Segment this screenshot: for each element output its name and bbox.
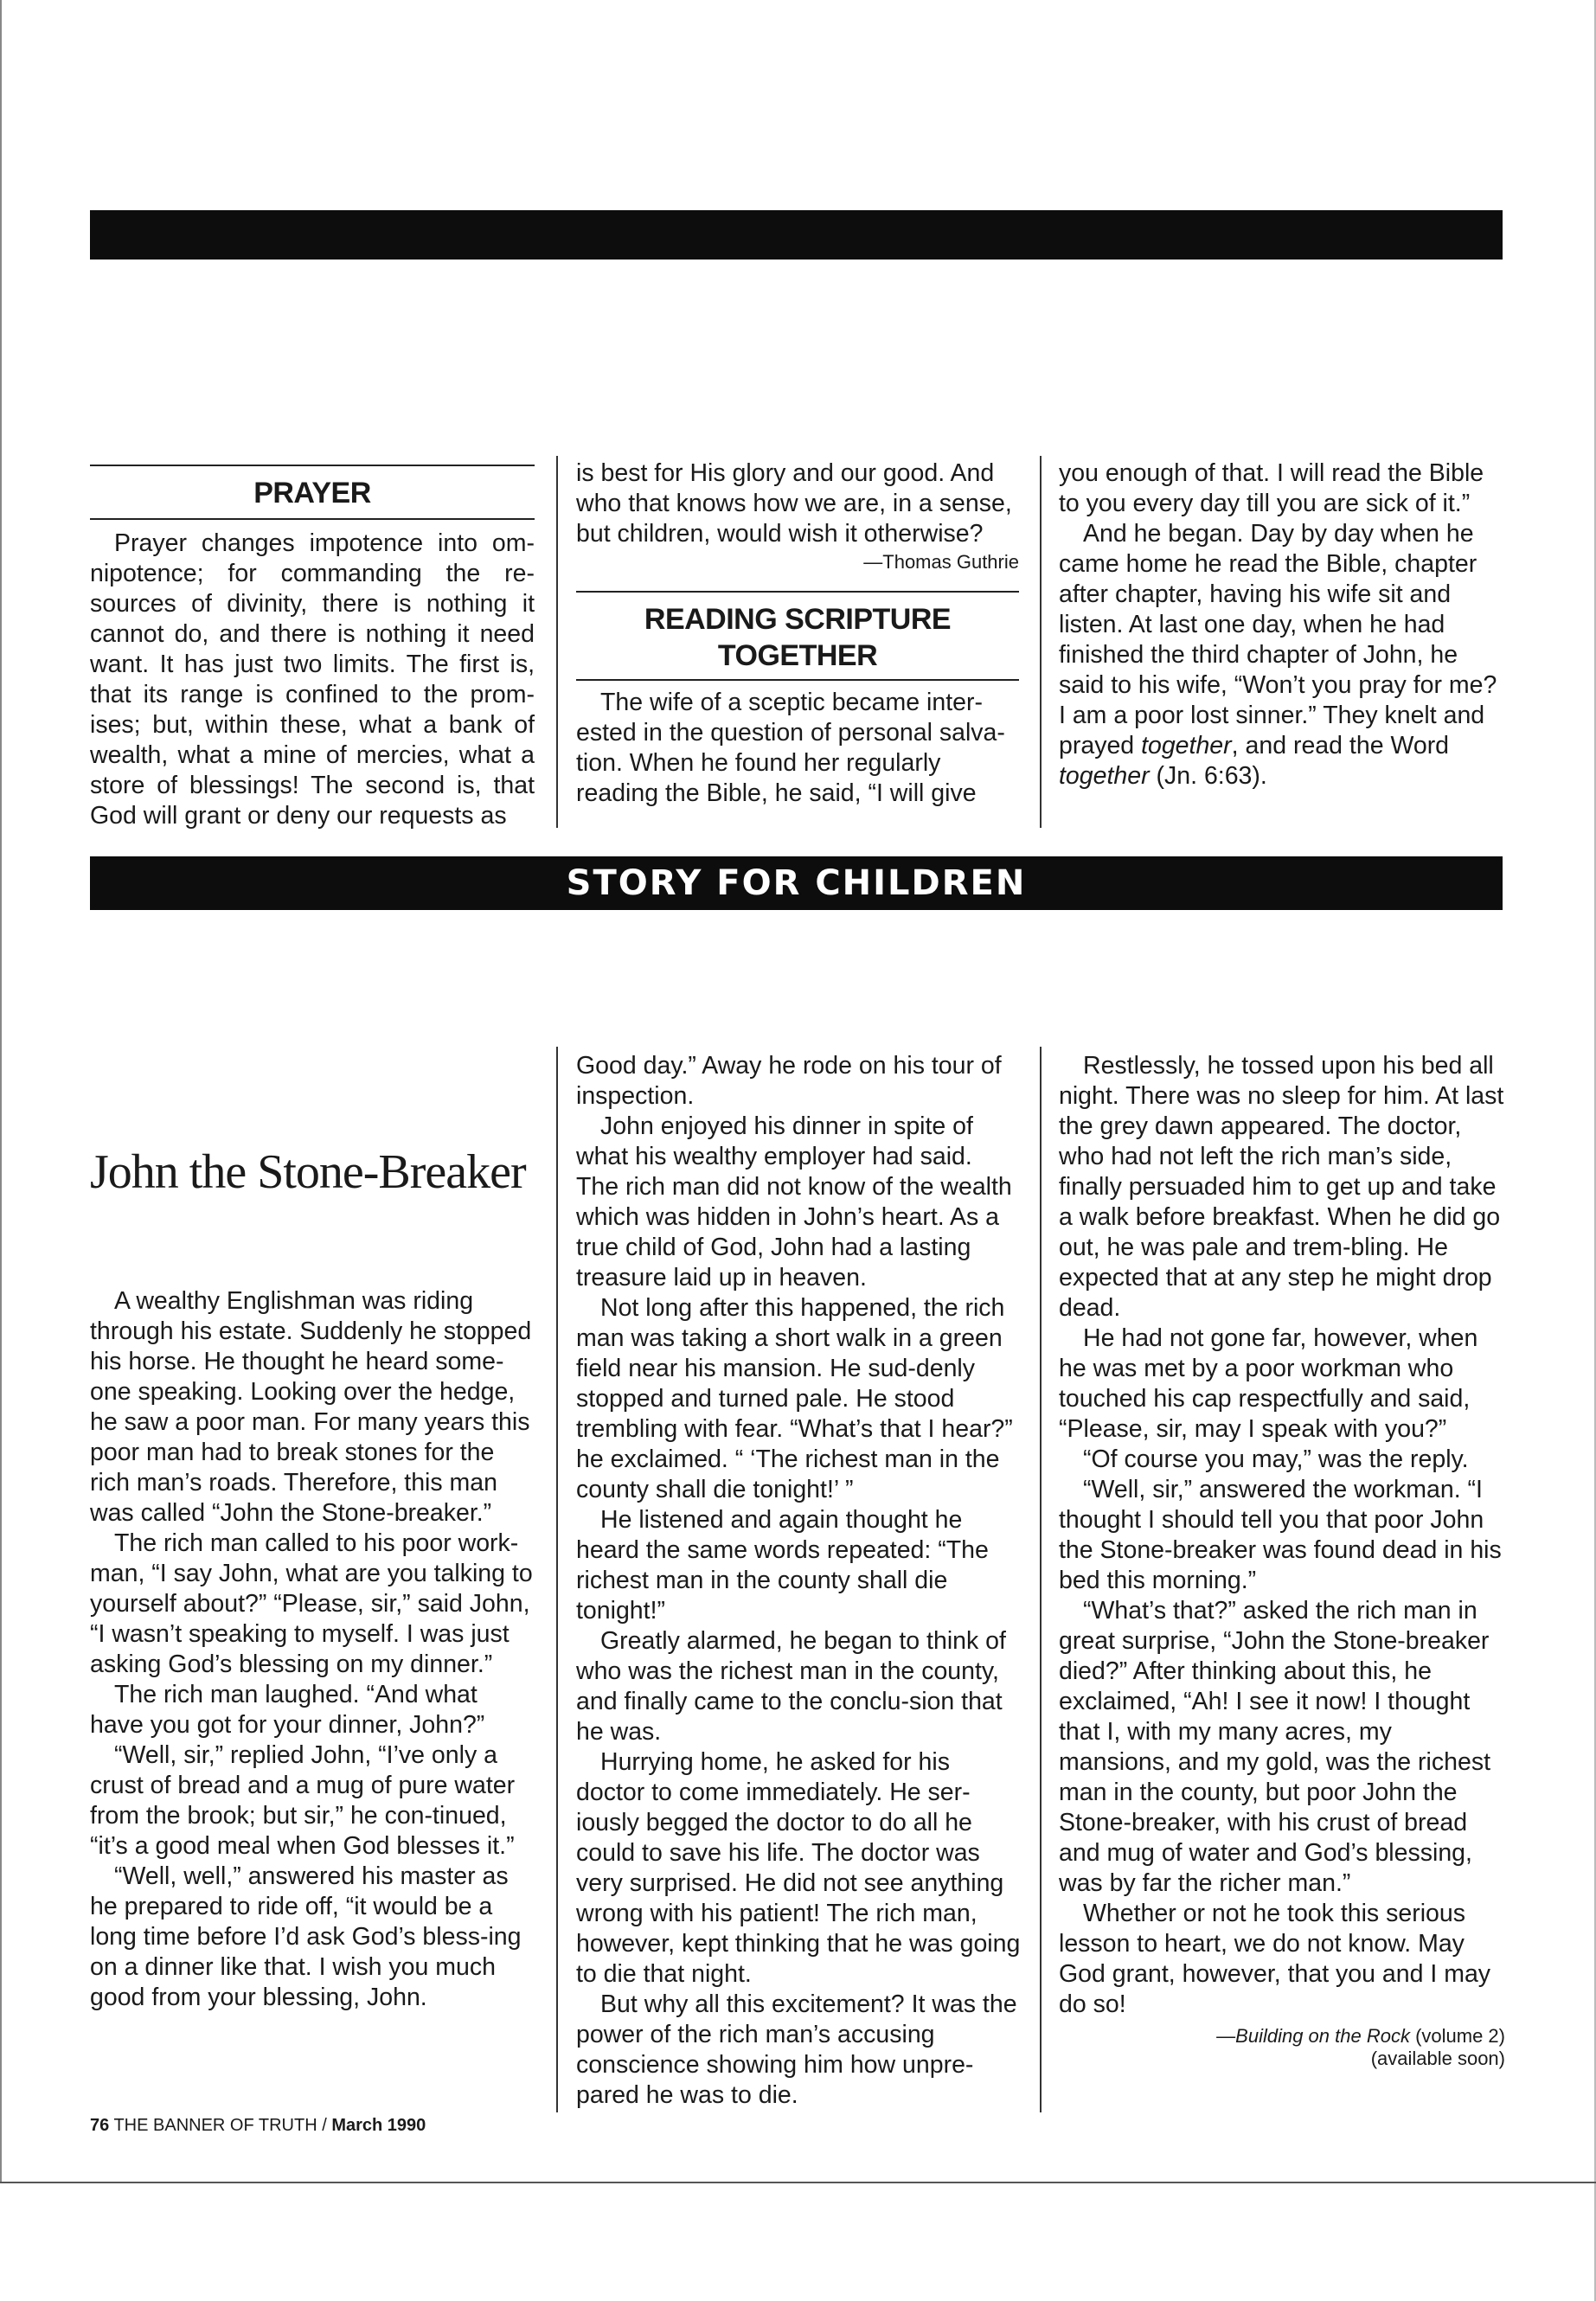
story-col2-paragraph: Greatly alarmed, he began to think of who was the richest man in the county, and finally came to the conclu-sion that he was. <box>576 1627 1006 1746</box>
prayer-top-rule <box>90 465 535 466</box>
reading-text <box>576 688 1019 809</box>
story-col3-paragraph: Restlessly, he tossed upon his bed all night. There was no sleep for him. At last the grey dawn appeared. The doctor, who had not left the rich man’s side, finally persuaded him to get up and take a walk before breakfast. When he did go out, he was pale and trem-bling. He expected that at any step he might drop dead. <box>1059 1052 1504 1322</box>
reading-heading-line-1: READING SCRIPTURE <box>644 603 952 636</box>
prayer-text <box>90 529 535 831</box>
story-col1-body <box>90 1286 535 2013</box>
story-col3-paragraph: “Well, sir,” answered the workman. “I thought I should tell you that poor John the Stone-breaker was found dead in his bed this morning.” <box>1059 1476 1502 1594</box>
story-col1-paragraph: The rich man laughed. “And what have you got for your dinner, John?” <box>90 1681 485 1739</box>
reading-p2-emphasis-2: together <box>1059 762 1150 790</box>
column-divider-story-2 <box>1040 1047 1042 2112</box>
story-col3-paragraph: “Of course you may,” was the reply. <box>1083 1445 1469 1473</box>
page-left-edge <box>0 0 2 2182</box>
reading-continued-text <box>1059 458 1503 792</box>
story-col2-paragraph: Not long after this happened, the rich man was taking a short walk in a green field near his mansion. He sud-denly stopped and turned pale. He stood trembling with fear. “What’s that I hear?” he exclaimed. “ ‘The richest man in the county shall die tonight!’ ” <box>576 1294 1013 1503</box>
prayer-paragraph-2: is best for His glory and our good. And who that knows how we are, in a sense, but children, would wish it otherwise? <box>576 459 1012 548</box>
column-divider-story-1 <box>556 1047 558 2112</box>
story-source-volume: (volume 2) <box>1409 2025 1505 2047</box>
story-col1-paragraph: The rich man called to his poor work-man, “I say John, what are you talking to yourself about?” “Please, sir,” said John, “I wasn’t speaking to myself. I was just asking God’s blessing on my dinner.” <box>90 1529 533 1678</box>
story-column-3 <box>1059 1051 1505 2070</box>
story-col3-body <box>1059 1051 1505 2020</box>
story-for-children-title: STORY FOR CHILDREN <box>566 863 1027 903</box>
prayer-continued-text <box>576 458 1019 549</box>
page-footer <box>90 2116 426 2136</box>
reading-bottom-rule <box>576 679 1019 681</box>
top-black-bar <box>90 210 1503 260</box>
reading-top-rule <box>576 591 1019 593</box>
story-column-1-text <box>90 1286 535 2013</box>
story-col2-body <box>576 1051 1021 2111</box>
reading-paragraph-2 <box>1059 519 1503 792</box>
reading-heading <box>576 601 1019 674</box>
page-top-edge <box>0 0 1596 3</box>
story-col1-paragraph: “Well, sir,” replied John, “I’ve only a crust of bread and a mug of pure water from the brook; but sir,” he con-tinued, “it’s a good meal when God blesses it.” <box>90 1741 516 1860</box>
story-col3-paragraph: Whether or not he took this serious lesson to heart, we do not know. May God grant, however, that you and I may do so! <box>1059 1900 1491 2018</box>
prayer-continued <box>576 458 1019 809</box>
prayer-attribution: —Thomas Guthrie <box>863 551 1019 573</box>
story-col2-paragraph: But why all this excitement? It was the power of the rich man’s accusing conscience showing him how unpre-pared he was to die. <box>576 1990 1017 2109</box>
story-source-line <box>1059 2025 1505 2048</box>
reading-p2-text-c: (Jn. 6:63). <box>1149 762 1267 790</box>
reading-continued <box>1059 458 1503 792</box>
story-source-title: Building on the Rock <box>1235 2025 1410 2047</box>
page-bottom-edge <box>0 2182 1596 2183</box>
issue-date: March 1990 <box>331 2116 426 2135</box>
reading-p2-text-a: And he began. Day by day when he came home he read the Bible, chapter after chapter, having his wife sit and listen. At last one day, when he had finished the third chapter of John, he said to his wife, “Won’t you pray for me? I am a poor lost sinner.” They knelt and prayed <box>1059 520 1497 760</box>
story-col1-paragraph: “Well, well,” answered his master as he prepared to ride off, “it would be a long time before I’d ask God’s bless-ing on a dinner like that. I wish you much good from your blessing, John. <box>90 1862 522 2011</box>
story-col1-paragraph: A wealthy Englishman was riding through his estate. Suddenly he stopped his horse. He thought he heard some-one speaking. Looking over the hedge, he saw a poor man. For many years this poor man had to break stones for the rich man’s roads. Therefore, this man was called “John the Stone-breaker.” <box>90 1287 532 1527</box>
story-col2-paragraph: John enjoyed his dinner in spite of what his wealthy employer had said. The rich man did not know of the wealth which was hidden in John’s heart. As a true child of God, John had a lasting treasure laid up in heaven. <box>576 1112 1012 1292</box>
story-col3-paragraph: “What’s that?” asked the rich man in great surprise, “John the Stone-breaker died?” After thinking about this, he exclaimed, “Ah! I see it now! I thought that I, with my many acres, my mansions, and my gold, was the richest man in the county, but poor John the Stone-breaker, with his crust of bread and mug of water and God’s blessing, was by far the richer man.” <box>1059 1597 1490 1897</box>
publication-name: THE BANNER OF TRUTH / <box>113 2116 327 2135</box>
column-divider-top-1 <box>556 456 558 828</box>
page-number: 76 <box>90 2116 110 2135</box>
story-column-2 <box>576 1051 1021 2111</box>
prayer-heading: PRAYER <box>253 477 371 510</box>
story-col2-paragraph: Hurrying home, he asked for his doctor to come immediately. He ser-iously begged the doctor to do all he could to save his life. The doctor was very surprised. He did not see anything wrong with his patient! The rich man, however, kept thinking that he was going to die that night. <box>576 1748 1021 1988</box>
reading-heading-line-2: TOGETHER <box>717 639 878 672</box>
column-divider-top-2 <box>1040 456 1042 828</box>
story-source <box>1059 2025 1505 2070</box>
story-source-dash: — <box>1216 2025 1236 2047</box>
reading-p2-emphasis-1: together <box>1141 732 1232 760</box>
prayer-bottom-rule <box>90 518 535 520</box>
reading-p2-text-b: , and read the Word <box>1231 732 1450 760</box>
story-col2-paragraph: He listened and again thought he heard the same words repeated: “The richest man in the county shall die tonight!” <box>576 1506 989 1625</box>
prayer-paragraph-1: Prayer changes impotence into om-nipotence; for commanding the re-sources of divinity, there is nothing it cannot do, and there is nothing it need want. It has just two limits. The first is, that its range is confined to the prom-ises; but, within these, what a bank of wealth, what a mine of mercies, what a store of blessings! The second is, that God will grant or deny our requests as <box>90 529 535 830</box>
story-for-children-bar <box>90 856 1503 910</box>
reading-paragraph-1-continued: you enough of that. I will read the Bible to you every day till you are sick of it.” <box>1059 459 1484 517</box>
story-column-1 <box>90 1142 535 1202</box>
prayer-section <box>90 465 535 831</box>
story-col2-paragraph: Good day.” Away he rode on his tour of inspection. <box>576 1052 1002 1110</box>
story-source-note: (available soon) <box>1370 2048 1505 2069</box>
reading-paragraph-1: The wife of a sceptic became inter-ested in the question of personal salva-tion. When he found her regularly reading the Bible, he said, “I will give <box>576 689 1005 807</box>
story-col3-paragraph: He had not gone far, however, when he was met by a poor workman who touched his cap respectfully and said, “Please, sir, may I speak with you?” <box>1059 1324 1478 1443</box>
story-title: John the Stone-Breaker <box>90 1145 526 1199</box>
